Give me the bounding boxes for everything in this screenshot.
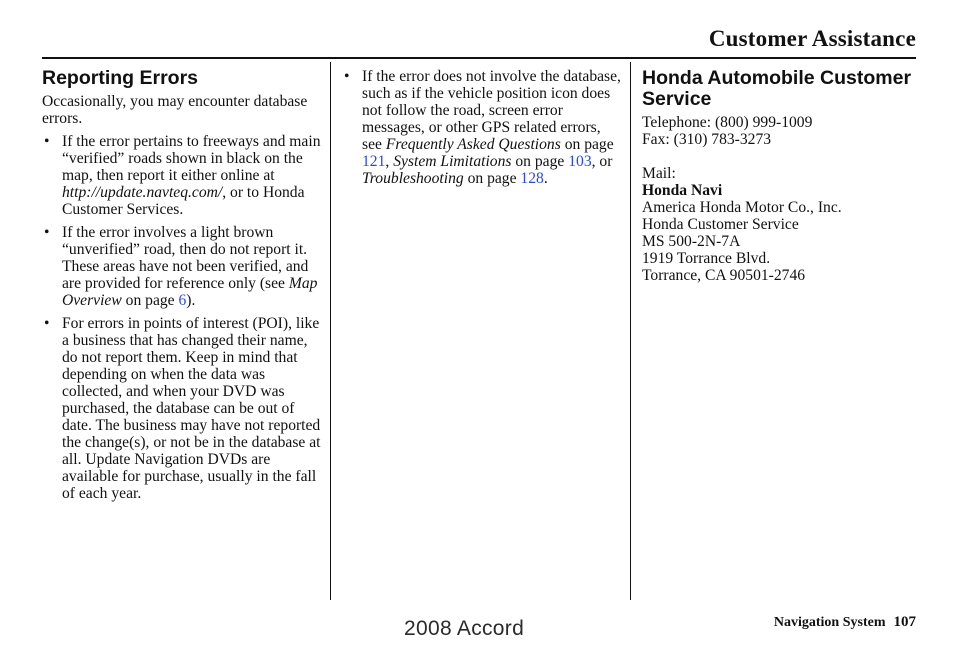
navteq-url-link[interactable]: http://update.navteq.com/	[62, 184, 223, 201]
faq-ref: Frequently Asked Questions	[385, 136, 561, 153]
page-link-6[interactable]: 6	[178, 292, 187, 309]
address-line-3: MS 500-2N-7A	[642, 233, 741, 250]
bullet-unverified-text: If the error involves a light brown “unverified” road, then do not report it. These areas have not been verified, and are provided for reference only (see	[62, 224, 309, 292]
bullet-freeways-text: If the error pertains to freeways and main “verified” roads shown in black on the map, then report it either online at	[62, 133, 321, 184]
bullet-poi	[42, 315, 322, 502]
address-name: Honda Navi	[642, 182, 723, 199]
column-3	[642, 68, 932, 284]
bullet-poi-text: For errors in points of interest (POI), like a business that has changed their name, do not report them. Keep in mind that depending on when the data was collected, and when your DVD was purchased, the database can be out of date. The business may have not reported the change(s), or not be in the database at all. Update Navigation DVDs are available for purchase, usually in the fall of each year.	[62, 315, 321, 502]
on-page-label: on page	[125, 292, 175, 309]
on-page-label: on page	[564, 136, 614, 153]
address-line-1: America Honda Motor Co., Inc.	[642, 199, 842, 216]
bullet-unverified	[42, 224, 322, 309]
intro-paragraph: Occasionally, you may encounter database errors.	[42, 93, 308, 127]
mail-label: Mail:	[642, 165, 676, 182]
address-line-4: 1919 Torrance Blvd.	[642, 250, 771, 267]
bullet-dot-icon: •	[44, 224, 50, 241]
bullet-dot-icon: •	[344, 68, 350, 85]
header-rule	[42, 57, 916, 59]
bullet-dot-icon: •	[44, 133, 50, 150]
section-heading-customer-service: Honda Automobile Customer Service	[642, 67, 912, 110]
bullet-freeways	[42, 133, 322, 218]
on-page-label: on page	[467, 170, 517, 187]
column-divider-2	[630, 62, 631, 600]
bullet-non-database-text: If the error does not involve the database, such as if the vehicle position icon does not follow the road, screen error messages, or other GPS related errors, see	[362, 68, 621, 153]
separator: , or	[591, 153, 613, 170]
troubleshooting-ref: Troubleshooting	[362, 170, 464, 187]
spacer	[642, 148, 932, 165]
system-limitations-ref: System Limitations	[393, 153, 512, 170]
page-number: 107	[893, 614, 916, 630]
on-page-label: on page	[515, 153, 565, 170]
address-line-5: Torrance, CA 90501-2746	[642, 267, 806, 284]
page-link-121[interactable]: 121	[362, 153, 386, 170]
page-footer	[774, 614, 916, 631]
section-heading-reporting-errors: Reporting Errors	[42, 67, 199, 89]
footer-label: Navigation System	[773, 615, 886, 630]
fax-line: Fax: (310) 783-3273	[642, 131, 772, 148]
page-header-title: Customer Assistance	[708, 26, 916, 51]
bullet-end: .	[543, 170, 548, 187]
column-1	[42, 68, 322, 508]
bullet-freeways-tail: , or to Honda Customer Services.	[62, 184, 305, 218]
column-divider-1	[330, 62, 331, 600]
bullet-unverified-end: ).	[186, 292, 196, 309]
watermark-text: 2008 Accord	[404, 617, 525, 640]
separator: ,	[385, 153, 390, 170]
map-overview-ref: Map Overview	[62, 275, 318, 309]
bullet-non-database	[342, 68, 624, 187]
bullet-dot-icon: •	[44, 315, 50, 332]
address-line-2: Honda Customer Service	[642, 216, 799, 233]
page-link-128[interactable]: 128	[520, 170, 544, 187]
column-2	[342, 68, 624, 193]
page-link-103[interactable]: 103	[568, 153, 592, 170]
telephone-line: Telephone: (800) 999-1009	[642, 114, 813, 131]
